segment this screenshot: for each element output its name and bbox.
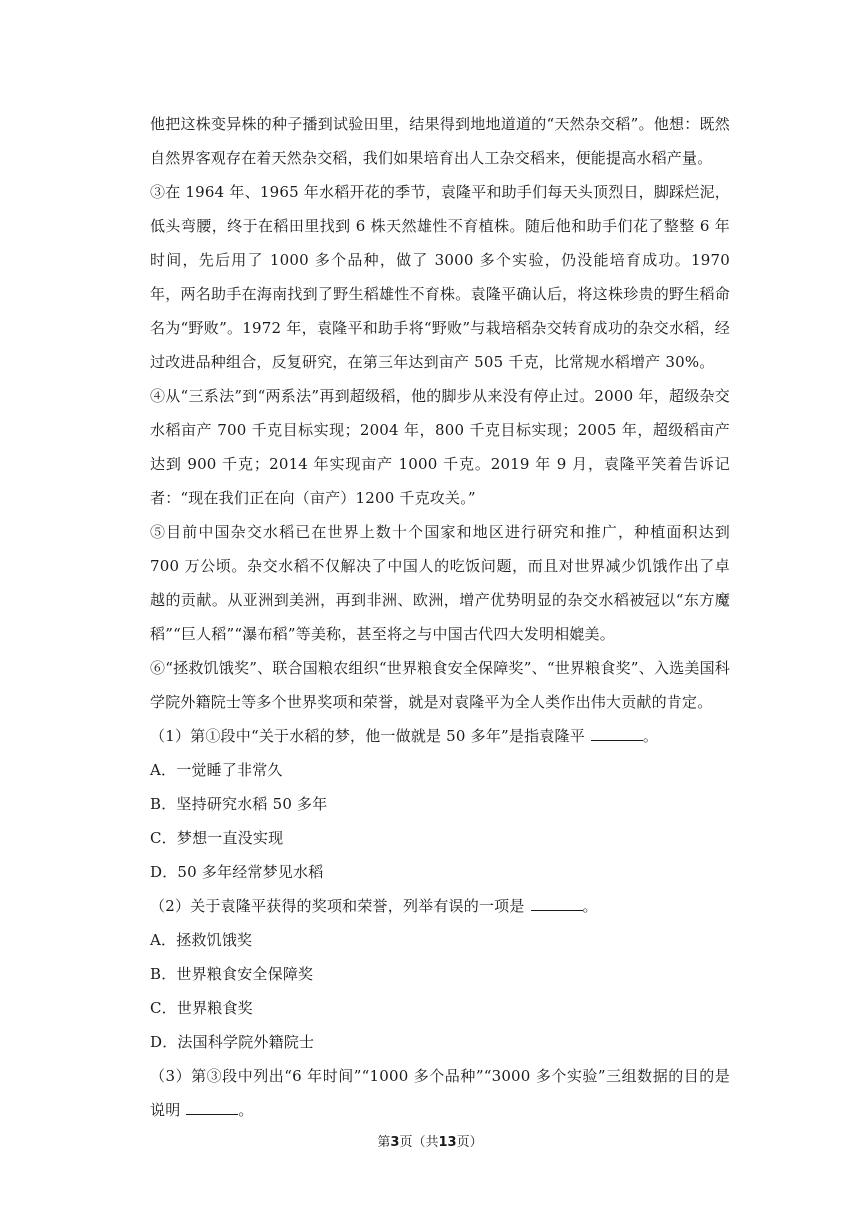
question-2-stem: （2）关于袁隆平获得的奖项和荣誉，列举有误的一项是 xyxy=(150,897,525,915)
paragraph-4: ④从“三系法”到“两系法”再到超级稻，他的脚步从来没有停止过。2000 年，超级杂交水稻亩产 700 千克目标实现；2004 年，800 千克目标实现；2005 年，超级稻亩产达到 900 千克；2014 年实现亩产 1000 千克。2019 年 9 月，袁隆平笑着告诉记者：“现在我们正在向（亩产）1200 千克攻关。” xyxy=(150,387,730,507)
question-1-option-d[interactable]: D．50 多年经常梦见水稻 xyxy=(150,863,324,881)
footer-page-number: 3 xyxy=(390,1135,400,1150)
question-2-option-a[interactable]: A．拯救饥饿奖 xyxy=(150,931,253,949)
question-3 xyxy=(150,1059,730,1127)
question-1-end: 。 xyxy=(642,727,659,745)
paragraph-3: ③在 1964 年、1965 年水稻开花的季节，袁隆平和助手们每天头顶烈日，脚踩烂泥，低头弯腰，终于在稻田里找到 6 株天然雄性不育植株。随后他和助手们花了整整 6 年时间，先后用了 1000 多个品种，做了 3000 多个实验，仍没能培育成功。1970 年，两名助手在海南找到了野生稻雄性不育株。袁隆平确认后，将这株珍贵的野生稻命名为“野败”。1972 年，袁隆平和助手将“野败”与栽培稻杂交转育成功的杂交水稻，经过改进品种组合，反复研究，在第三年达到亩产 505 千克，比常规水稻增产 30%。 xyxy=(150,183,730,371)
answer-blank-1[interactable] xyxy=(591,724,643,741)
question-2-option-b[interactable]: B．世界粮食安全保障奖 xyxy=(150,965,314,983)
footer-suffix: 页） xyxy=(456,1135,483,1150)
footer-prefix: 第 xyxy=(377,1135,391,1150)
paragraph-6: ⑥“拯救饥饿奖”、联合国粮农组织“世界粮食安全保障奖”、“世界粮食奖”、入选美国科学院外籍院士等多个世界奖项和荣誉，就是对袁隆平为全人类作出伟大贡献的肯定。 xyxy=(150,659,730,711)
paragraph-5: ⑤目前中国杂交水稻已在世界上数十个国家和地区进行研究和推广，种植面积达到 700 万公顷。杂交水稻不仅解决了中国人的吃饭问题，而且对世界减少饥饿作出了卓越的贡献。从亚洲到美洲，再到非洲、欧洲，增产优势明显的杂交水稻被冠以“东方魔稻”“巨人稻”“瀑布稻”等美称，甚至将之与中国古代四大发明相媲美。 xyxy=(150,523,730,643)
page-footer xyxy=(0,1134,860,1152)
question-2-option-c[interactable]: C．世界粮食奖 xyxy=(150,999,253,1017)
question-2-end: 。 xyxy=(582,897,598,915)
question-1-stem: （1）第①段中“关于水稻的梦，他一做就是 50 多年”是指袁隆平 xyxy=(150,727,585,745)
footer-middle: 页（共 xyxy=(399,1135,439,1150)
question-1-option-b[interactable]: B．坚持研究水稻 50 多年 xyxy=(150,795,328,813)
question-3-stem: （3）第③段中列出“6 年时间”“1000 多个品种”“3000 多个实验”三组数据的目的是说明 xyxy=(150,1067,730,1119)
footer-total-pages: 13 xyxy=(438,1135,457,1150)
paragraph-continued: 他把这株变异株的种子播到试验田里，结果得到地地道道的“天然杂交稻”。他想：既然自然界客观存在着天然杂交稻，我们如果培育出人工杂交稻来，便能提高水稻产量。 xyxy=(150,115,730,167)
question-2 xyxy=(150,889,730,923)
answer-blank-3[interactable] xyxy=(186,1098,238,1115)
question-3-end: 。 xyxy=(238,1101,254,1119)
question-1-option-a[interactable]: A．一觉睡了非常久 xyxy=(150,761,283,779)
question-2-option-d[interactable]: D．法国科学院外籍院士 xyxy=(150,1033,315,1051)
question-1 xyxy=(150,719,730,753)
answer-blank-2[interactable] xyxy=(531,894,583,911)
question-1-option-c[interactable]: C．梦想一直没实现 xyxy=(150,829,284,847)
page-content xyxy=(150,107,730,1127)
